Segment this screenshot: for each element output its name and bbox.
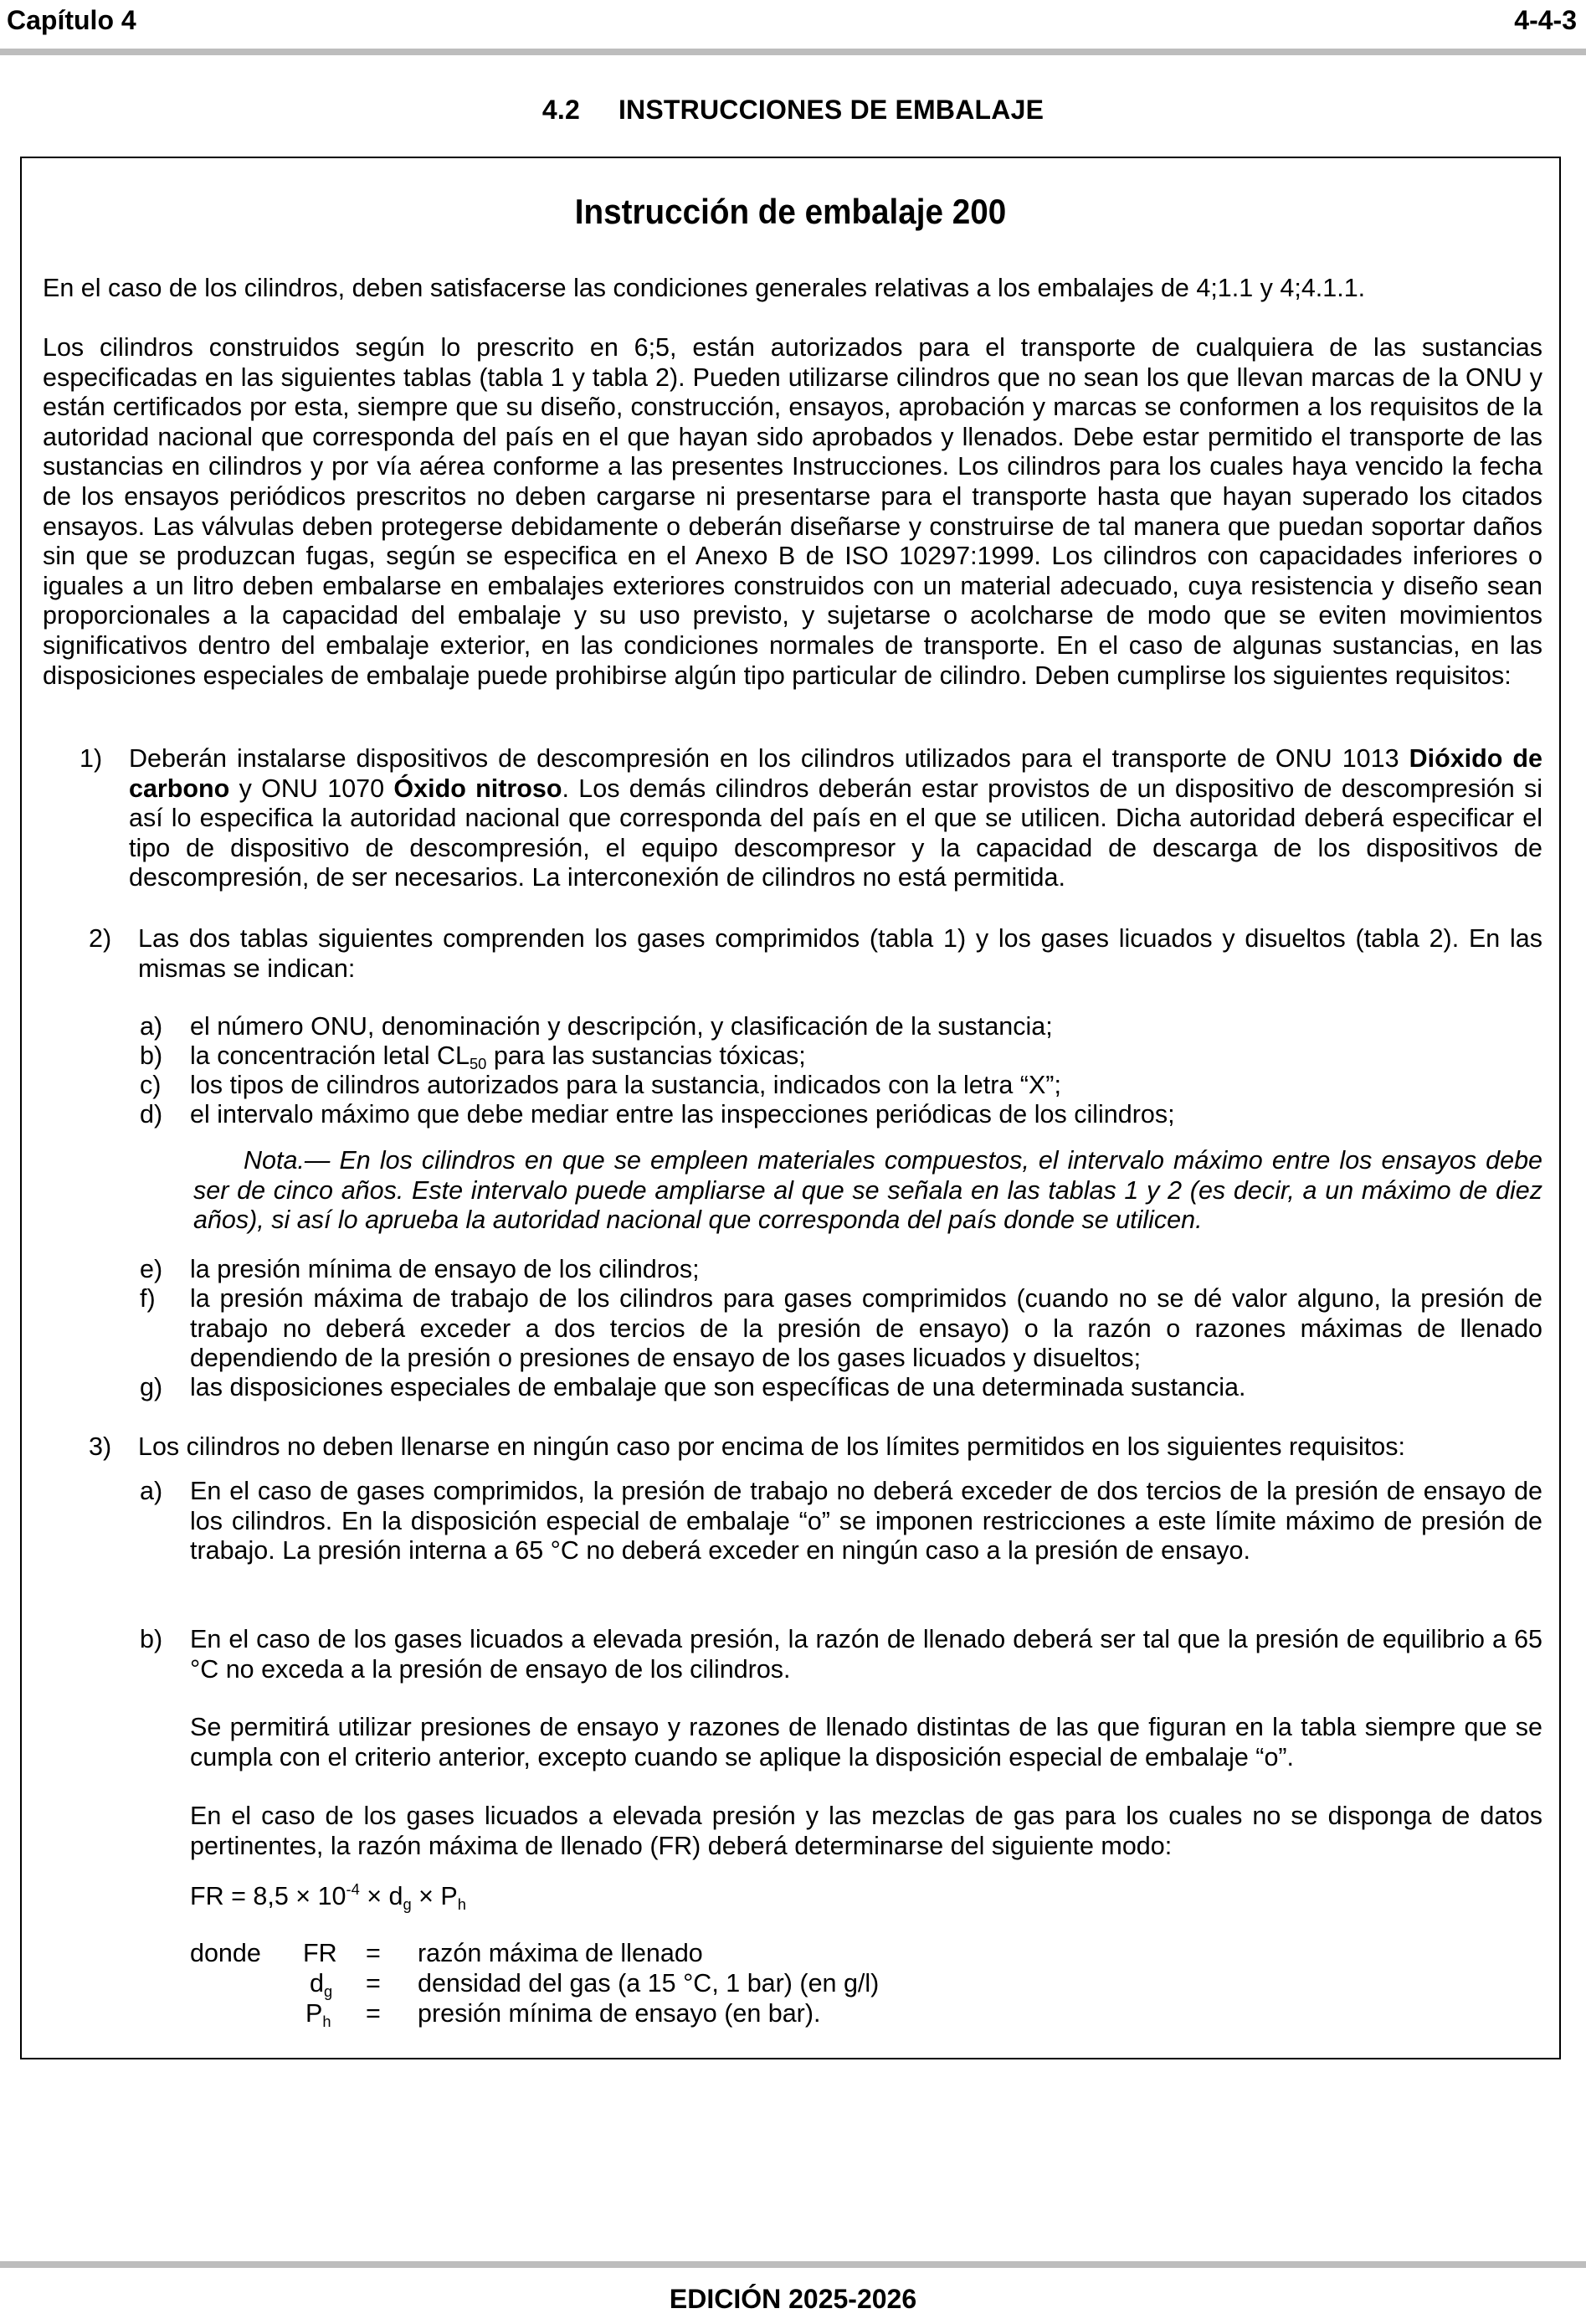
list-item-d-label: d)	[140, 1100, 163, 1129]
list-item-e-text: la presión mínima de ensayo de los cilindros;	[190, 1255, 700, 1283]
requirement-3b-paragraph-3: En el caso de los gases licuados a elevada presión y las mezclas de gas para los cuales no se disponga de datos pertinentes, la razón máxima de llenado (FR) deberá determinarse del siguiente modo:	[190, 1802, 1542, 1860]
substance-carbon-dioxide: Dióxido de carbono	[129, 744, 1542, 803]
list-item-b-pre: la concentración letal CL	[190, 1041, 470, 1070]
definition-text-ph: presión mínima de ensayo (en bar).	[418, 1999, 821, 2028]
list-item-c-label: c)	[140, 1071, 162, 1099]
section-title	[0, 95, 1586, 126]
list-item-f-text: la presión máxima de trabajo de los cilindros para gases comprimidos (cuando no se dé valor alguno, la presión de trabajo no deberá exceder a dos tercios de la presión de ensayo) o la razón o razones máximas de llenado dependiendo de la presión o presiones de ensayo de los gases licuados y disueltos;	[190, 1284, 1542, 1373]
list-item-d-text: el intervalo máximo que debe mediar entre las inspecciones periódicas de los cilindros;	[190, 1100, 1175, 1129]
definition-symbol-dg-base: d	[310, 1969, 324, 1998]
list-item-b-text	[190, 1041, 1542, 1072]
section-number: 4.2	[541, 95, 580, 125]
requirement-1-text-c: . Los demás cilindros deberán estar provistos de un dispositivo de descompresión si así lo especifica la autoridad nacional que corresponda del país en el que se utilicen. Dicha autoridad deberá especificar el tipo de dispositivo de descompresión, el equipo descompresor y la capacidad de descarga de los dispositivos de descompresión, de ser necesarios. La interconexión de cilindros no está permitida.	[129, 774, 1542, 892]
definition-equals: =	[366, 1939, 381, 1967]
definition-text-fr: razón máxima de llenado	[418, 1939, 703, 1967]
requirement-2-label: 2)	[89, 924, 112, 953]
definition-symbol-dg	[310, 1968, 332, 1998]
instruction-title: Instrucción de embalaje 200	[574, 192, 1007, 231]
header-rule	[0, 49, 1586, 55]
fill-ratio-formula	[190, 1882, 466, 1911]
definition-symbol-ph	[305, 1998, 331, 2028]
chapter-label: Capítulo 4	[7, 5, 136, 35]
requirement-1-text	[129, 744, 1542, 893]
requirement-3b-paragraph-2: Se permitirá utilizar presiones de ensayo y razones de llenado distintas de las que figuran en la tabla siempre que se cumpla con el criterio anterior, excepto cuando se aplique la disposición especial de embalaje “o”.	[190, 1713, 1542, 1771]
requirement-3a-text: En el caso de gases comprimidos, la presión de trabajo no deberá exceder de dos tercios de la presión de ensayo de los cilindros. En la disposición especial de embalaje “o” se imponen restricciones a este límite máximo de presión de trabajo. La presión interna a 65 °C no deberá exceder en ningún caso a la presión de ensayo.	[190, 1477, 1542, 1566]
definition-symbol-ph-base: P	[305, 1999, 323, 2028]
list-item-g-text: las disposiciones especiales de embalaje que son específicas de una determinada sustancia.	[190, 1373, 1246, 1401]
requirement-3-label: 3)	[89, 1432, 112, 1461]
definition-symbol-ph-sub: h	[322, 2013, 331, 2030]
formula-part-2: × d	[359, 1882, 403, 1910]
definition-equals: =	[366, 1999, 381, 2028]
list-item-g-label: g)	[140, 1373, 163, 1401]
requirement-1-label: 1)	[80, 744, 103, 773]
page-number: 4-4-3	[1514, 5, 1577, 35]
requirement-2-text: Las dos tablas siguientes comprenden los gases comprimidos (tabla 1) y los gases licuados y disueltos (tabla 2). En las mismas se indican:	[138, 924, 1542, 983]
requirement-3-text: Los cilindros no deben llenarse en ningún caso por encima de los límites permitidos en los siguientes requisitos:	[138, 1432, 1405, 1461]
list-item-b-post: para las sustancias tóxicas;	[486, 1041, 806, 1070]
requirement-3b-label: b)	[140, 1625, 163, 1653]
list-item-a-text: el número ONU, denominación y descripción, y clasificación de la sustancia;	[190, 1012, 1053, 1041]
requirement-3b-text: En el caso de los gases licuados a elevada presión, la razón de llenado deberá ser tal que la presión de equilibrio a 65 °C no exceda a la presión de ensayo de los cilindros.	[190, 1625, 1542, 1684]
substance-nitrous-oxide: Óxido nitroso	[393, 774, 562, 803]
list-item-c-text: los tipos de cilindros autorizados para la sustancia, indicados con la letra “X”;	[190, 1071, 1061, 1099]
lc50-subscript: 50	[470, 1055, 487, 1072]
definition-equals: =	[366, 1969, 381, 1998]
instruction-box	[20, 157, 1561, 2059]
list-item-f-label: f)	[140, 1284, 156, 1313]
edition-footer: EDICIÓN 2025-2026	[669, 2284, 917, 2314]
definition-symbol-dg-sub: g	[323, 1982, 333, 2000]
formula-subscript-g: g	[403, 1895, 412, 1913]
formula-subscript-h: h	[457, 1895, 466, 1913]
formula-part-1: FR = 8,5 × 10	[190, 1882, 346, 1910]
note-composite-materials: Nota.— En los cilindros en que se empleen materiales compuestos, el intervalo máximo entre los ensayos debe ser de cinco años. Este intervalo puede ampliarse al que se señala en las tablas 1 y 2 (es decir, a un máximo de diez años), si así lo aprueba la autoridad nacional que corresponda del país donde se utilicen.	[193, 1146, 1542, 1235]
page-header	[7, 5, 1577, 39]
formula-part-3: × P	[411, 1882, 458, 1910]
section-heading: INSTRUCCIONES DE EMBALAJE	[618, 95, 1045, 125]
definition-symbol-fr: FR	[303, 1939, 337, 1967]
paragraph-cylinders: Los cilindros construidos según lo prescrito en 6;5, están autorizados para el transporte de cualquiera de las sustancias especificadas en las siguientes tablas (tabla 1 y tabla 2). Pueden utilizarse cilindros que no sean los que llevan marcas de la ONU y están certificados por esta, siempre que su diseño, construcción, ensayos, aprobación y marcas se conformen a los requisitos de la autoridad nacional que corresponda del país en el que hayan sido aprobados y llenados. Debe estar permitido el transporte de las sustancias en cilindros y por vía aérea conforme a las presentes Instrucciones. Los cilindros para los cuales haya vencido la fecha de los ensayos periódicos prescritos no deben cargarse ni presentarse para el transporte hasta que hayan superado los citados ensayos. Las válvulas deben protegerse debidamente o deberán diseñarse y construirse de tal manera que puedan soportar daños sin que se produzcan fugas, según se especifica en el Anexo B de ISO 10297:1999. Los cilindros con capacidades inferiores o iguales a un litro deben embalarse en embalajes exteriores construidos con un material adecuado, cuya resistencia y diseño sean proporcionales a la capacidad del embalaje y su uso previsto, y sujetarse o acolcharse de modo que se eviten movimientos significativos dentro del embalaje exterior, en las condiciones normales de transporte. En el caso de algunas sustancias, en las disposiciones especiales de embalaje puede prohibirse algún tipo particular de cilindro. Deben cumplirse los siguientes requisitos:	[43, 333, 1542, 690]
definition-where-label: donde	[190, 1939, 261, 1967]
paragraph-general: En el caso de los cilindros, deben satisfacerse las condiciones generales relativas a los embalajes de 4;1.1 y 4;4.1.1.	[43, 274, 1366, 302]
requirement-1-text-a: Deberán instalarse dispositivos de descompresión en los cilindros utilizados para el transporte de ONU 1013	[129, 744, 1409, 773]
requirement-3a-label: a)	[140, 1477, 163, 1505]
formula-exponent: -4	[346, 1880, 360, 1898]
list-item-a-label: a)	[140, 1012, 163, 1041]
definition-text-dg: densidad del gas (a 15 °C, 1 bar) (en g/l)	[418, 1969, 880, 1998]
footer-rule	[0, 2261, 1586, 2268]
list-item-e-label: e)	[140, 1255, 163, 1283]
list-item-b-label: b)	[140, 1041, 163, 1070]
requirement-1-text-b: y ONU 1070	[229, 774, 394, 803]
